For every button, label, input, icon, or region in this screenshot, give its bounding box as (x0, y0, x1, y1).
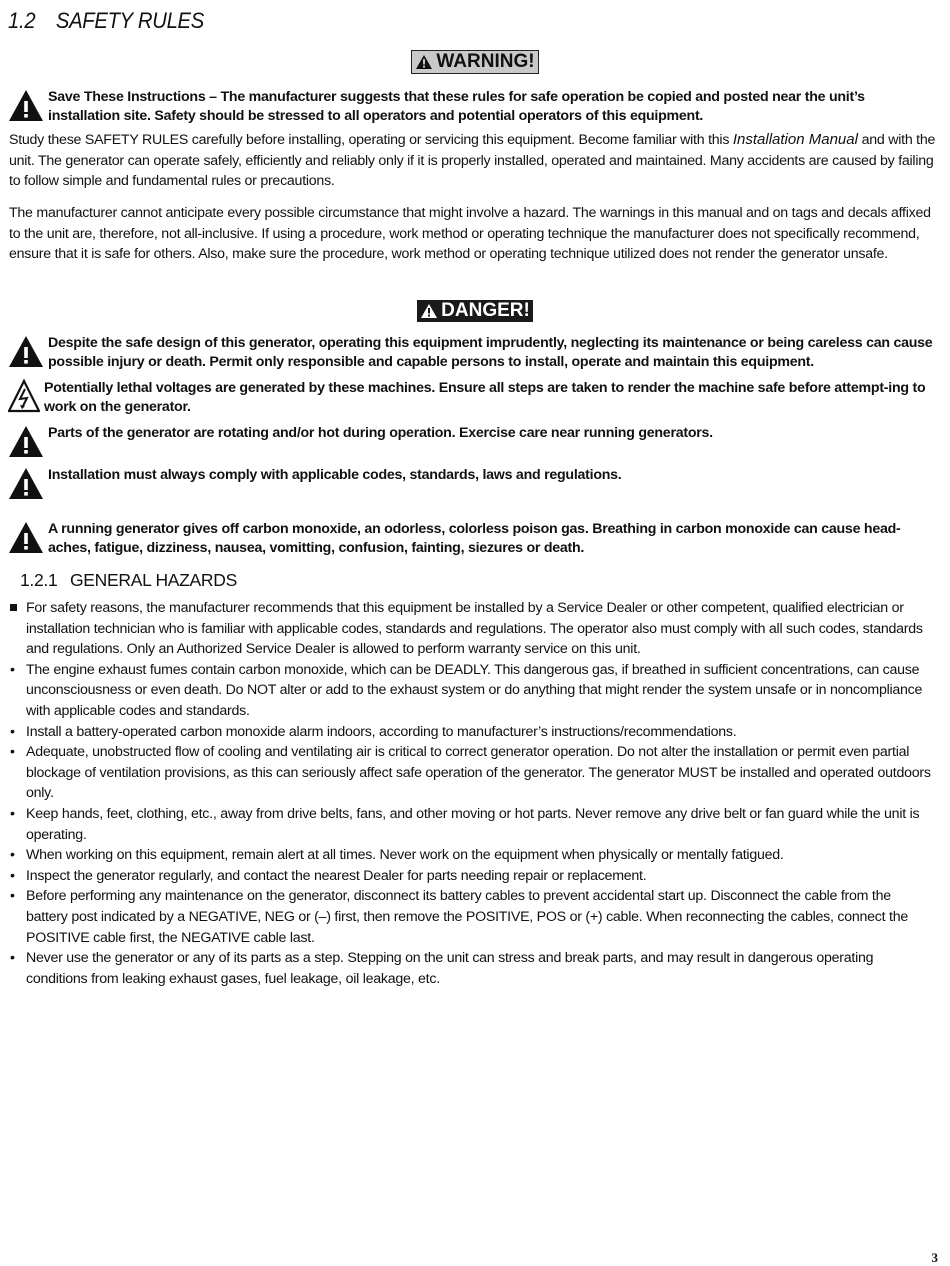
bullet: • (10, 723, 15, 740)
intro-text-start: Study these SAFETY RULES carefully before installing, operating or servicing this equipment. Become familiar with this (9, 132, 733, 148)
subsection-heading (20, 570, 237, 591)
square-bullet-icon (10, 604, 17, 611)
bullet: • (10, 805, 15, 822)
intro-paragraph (9, 130, 936, 192)
list-item: • Inspect the generator regularly, and contact the nearest Dealer for parts needing repair or replacement. (8, 866, 936, 887)
bullet: • (10, 744, 15, 761)
high-voltage-icon (8, 379, 40, 413)
list-item: • Keep hands, feet, clothing, etc., away from drive belts, fans, and other moving or hot parts. Never remove any drive belt or fan guard while the unit is operating. (10, 805, 920, 843)
bullet: • (10, 950, 15, 967)
danger-notice-text: Potentially lethal voltages are generated by these machines. Ensure all steps are taken to render the machine safe before attempt-ing to work on the generator. (44, 380, 926, 415)
bullet: • (10, 847, 15, 864)
exclamation-triangle-icon (8, 88, 44, 122)
exclamation-triangle-icon (8, 466, 44, 500)
danger-notice (8, 379, 936, 417)
danger-notice-text: Parts of the generator are rotating and/or hot during operation. Exercise care near running generators. (48, 425, 713, 441)
list-item: • When working on this equipment, remain alert at all times. Never work on the equipment when physically or mentally fatigued. (8, 845, 936, 866)
danger-triangle-icon (420, 303, 438, 319)
bullet: • (10, 867, 15, 884)
exclamation-triangle-icon (8, 424, 44, 458)
save-instructions-notice (8, 88, 936, 126)
list-item: • Never use the generator or any of its parts as a step. Stepping on the unit can stress and break parts, and may result in dangerous operating conditions from leaking exhaust gases, fuel leakage, oil leakage, etc. (10, 950, 874, 987)
danger-label: DANGER! (441, 300, 530, 321)
subsection-title: GENERAL HAZARDS (70, 570, 237, 590)
danger-notice (8, 334, 936, 372)
warning-banner (411, 50, 538, 74)
list-item: • The engine exhaust fumes contain carbon monoxide, which can be DEADLY. This dangerous gas, if breathed in sufficient concentrations, can cause unconsciousness or even death. Do NOT alter or add to the exhaust system or do anything that might render the system unsafe or in noncompliance with applicable codes and standards. (10, 661, 923, 719)
list-item: For safety reasons, the manufacturer recommends that this equipment be installed by a Service Dealer or other competent, qualified electrician or installation technician who is familiar with applicable codes, standards and regulations. The operator also must comply with all such codes, standards and regulations. Only an Authorized Service Dealer is allowed to perform warranty service on this unit. (8, 598, 936, 660)
page-number: 3 (931, 1250, 938, 1265)
danger-notice-text: A running generator gives off carbon monoxide, an odorless, colorless poison gas. Breathing in carbon monoxide can cause head-aches, fatigue, dizziness, nausea, vomitting, confusion, fainting, siezures or death. (48, 521, 901, 556)
warning-label: WARNING! (436, 51, 535, 72)
exclamation-triangle-icon (8, 334, 44, 368)
list-item: • Adequate, unobstructed flow of cooling and ventilating air is critical to correct generator operation. Do not alter the installation or permit even partial blockage of ventilation provisions, as this can seriously affect safe operation of the generator. The generator MUST be installed and operated outdoors only. (10, 744, 931, 802)
list-item: • Before performing any maintenance on the generator, disconnect its battery cables to prevent accidental start up. Disconnect the cable from the battery post indicated by a NEGATIVE, NEG or (–) first, then remove the POSITIVE, POS or (+) cable. When reconnecting the cables, connect the POSITIVE cable first, the NEGATIVE cable last. (10, 888, 908, 946)
bullet: • (10, 661, 15, 678)
bullet: • (10, 888, 15, 905)
save-instructions-text: Save These Instructions – The manufacturer suggests that these rules for safe operation be copied and posted near the unit’s installation site. Safety should be stressed to all operators and potential operators of this equipment. (48, 89, 865, 124)
danger-notice-text: Despite the safe design of this generator, operating this equipment imprudently, neglecting its maintenance or being careless can cause possible injury or death. Permit only responsible and capable persons to install, operate and maintain this equipment. (48, 335, 933, 370)
subsection-number: 1.2.1 (20, 570, 58, 590)
intro-text-end: and with the unit. The generator can operate safely, efficiently and reliably only if it is properly installed, operated and maintained. Many accidents are caused by failing to follow simple and fundamental rules or precautions. (9, 132, 936, 190)
list-item: • Install a battery-operated carbon monoxide alarm indoors, according to manufacturer’s instructions/recommendations. (8, 722, 936, 743)
section-heading (8, 8, 204, 34)
danger-banner (417, 300, 533, 322)
warning-triangle-icon (415, 54, 433, 70)
manual-title-emphasis: Installation Manual (732, 131, 858, 148)
danger-banner-row (0, 300, 950, 324)
general-hazards-list (8, 598, 936, 989)
section-title: SAFETY RULES (55, 8, 205, 33)
danger-notice-text: Installation must always comply with applicable codes, standards, laws and regulations. (48, 467, 622, 483)
danger-notice (8, 466, 936, 500)
section-number: 1.2 (8, 8, 36, 33)
exclamation-triangle-icon (8, 520, 44, 554)
danger-notice (8, 520, 936, 558)
hazard-disclaimer-paragraph: The manufacturer cannot anticipate every possible circumstance that might involve a hazard. The warnings in this manual and on tags and decals affixed to the unit are, therefore, not all-inclusive. If using a procedure, work method or operating technique the manufacturer does not specifically recommend, ensure that it is safe for others. Also, make sure the procedure, work method or operating technique utilized does not render the generator unsafe. (9, 205, 931, 263)
warning-banner-row (0, 50, 950, 75)
danger-notice (8, 424, 936, 458)
